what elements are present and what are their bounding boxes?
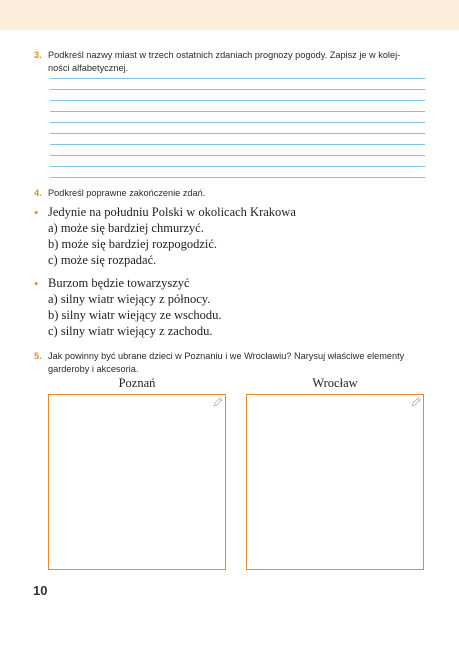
task-3-text-line1: Podkreśl nazwy miast w trzech ostatnich zdaniach prognozy pogody. Zapisz je w kolej- — [48, 50, 401, 60]
drawing-box-poznan[interactable] — [48, 394, 226, 570]
task-5-text-line1: Jak powinny być ubrane dzieci w Poznaniu i we Wrocławiu? Narysuj właściwe elementy — [48, 351, 405, 361]
option-b[interactable]: b) silny wiatr wiejący ze wschodu. — [48, 308, 222, 322]
task-3-text-line2: ności alfabetycznej. — [48, 63, 129, 73]
box-label-wroclaw: Wrocław — [312, 376, 358, 390]
item-stem: Jedynie na południu Polski w okolicach Krakowa — [48, 205, 296, 219]
option-c[interactable]: c) może się rozpadać. — [48, 253, 157, 267]
option-a[interactable]: a) może się bardziej chmurzyć. — [48, 221, 204, 235]
writing-line[interactable] — [50, 144, 425, 145]
task-4-instruction — [34, 187, 429, 200]
bullet: • — [34, 206, 39, 220]
task-3-instruction — [34, 49, 429, 75]
task-number: 3. — [34, 50, 42, 60]
task-number: 4. — [34, 188, 42, 198]
task-4-item-2 — [34, 276, 434, 346]
box-label-poznan: Poznań — [118, 376, 156, 390]
writing-line[interactable] — [50, 177, 425, 178]
item-stem: Burzom będzie towarzyszyć — [48, 276, 190, 290]
option-a[interactable]: a) silny wiatr wiejący z północy. — [48, 292, 211, 306]
writing-line[interactable] — [50, 122, 425, 123]
task-4-item-1 — [34, 205, 434, 275]
pencil-icon — [213, 397, 223, 407]
task-5-instruction — [34, 350, 429, 376]
writing-line[interactable] — [50, 133, 425, 134]
bullet: • — [34, 277, 39, 291]
writing-line[interactable] — [50, 155, 425, 156]
writing-line[interactable] — [50, 166, 425, 167]
task-number: 5. — [34, 351, 42, 361]
page-number: 10 — [33, 583, 48, 598]
writing-line[interactable] — [50, 78, 425, 79]
top-band — [0, 0, 459, 30]
task-5-text-line2: garderoby i akcesoria. — [48, 364, 139, 374]
task-4-text: Podkreśl poprawne zakończenie zdań. — [48, 188, 206, 198]
drawing-box-wroclaw[interactable] — [246, 394, 424, 570]
option-b[interactable]: b) może się bardziej rozpogodzić. — [48, 237, 218, 251]
pencil-icon — [411, 397, 421, 407]
option-c[interactable]: c) silny wiatr wiejący z zachodu. — [48, 324, 213, 338]
writing-line[interactable] — [50, 89, 425, 90]
writing-line[interactable] — [50, 111, 425, 112]
writing-line[interactable] — [50, 100, 425, 101]
